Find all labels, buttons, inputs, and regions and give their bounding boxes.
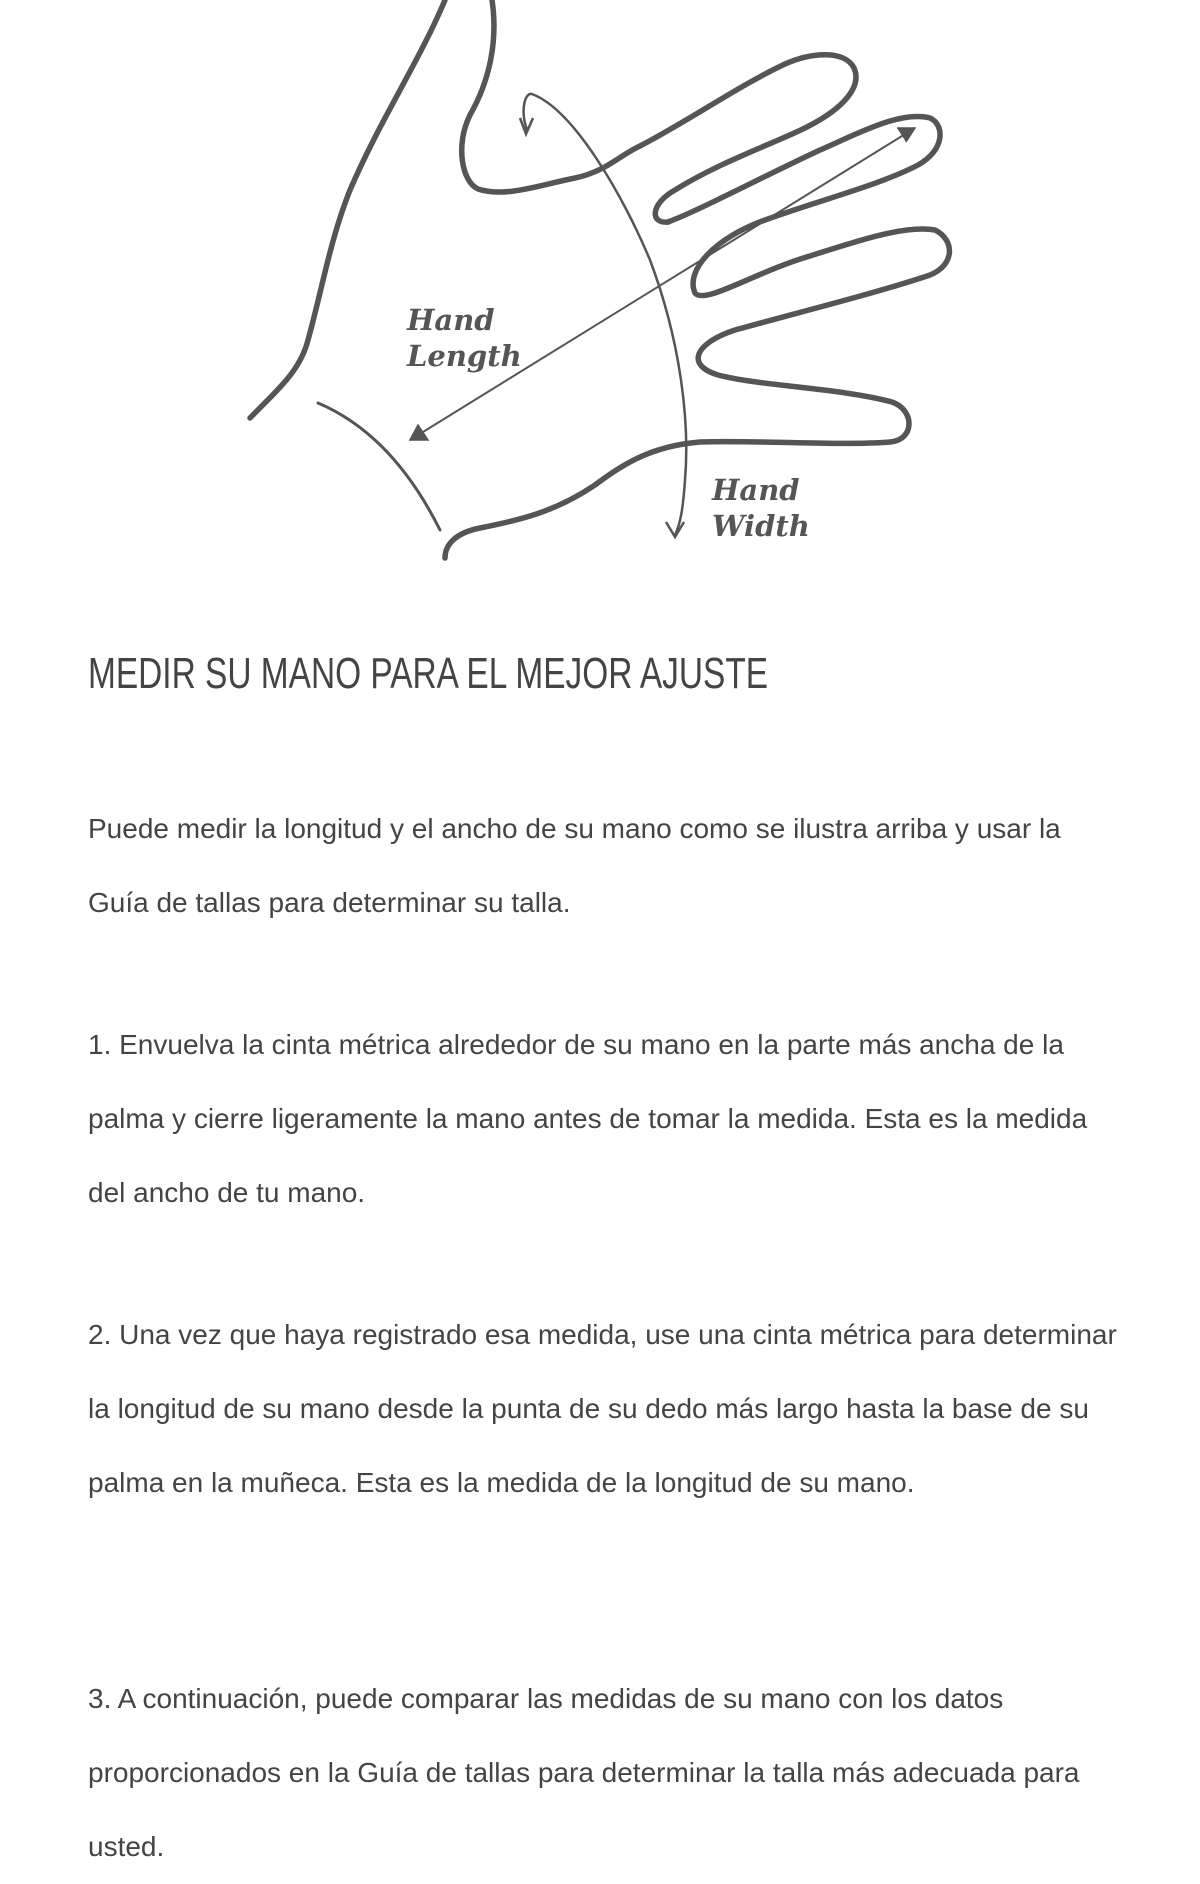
hand-width-label-line2: Width: [712, 509, 810, 543]
length-arrowhead-bottom: [410, 425, 428, 440]
step-2: 2. Una vez que haya registrado esa medida, use una cinta métrica para determinar la longitud de su mano desde la punta de su dedo más largo hasta la base de su palma en la muñeca. Esta es la medida de la longitud de su mano.: [88, 1319, 1117, 1498]
page-title: MEDIR SU MANO PARA EL MEJOR AJUSTE: [88, 649, 769, 698]
hand-length-label-line2: Length: [407, 339, 522, 373]
measurement-instructions: [88, 648, 1128, 1862]
hand-width-label-line1: Hand: [712, 473, 800, 507]
width-arrowhead-bottom: [666, 522, 684, 537]
hand-diagram: [0, 0, 1200, 580]
step-3: 3. A continuación, puede comparar las medidas de su mano con los datos proporcionados en la Guía de tallas para determinar la talla más adecuada para usted.: [88, 1683, 1080, 1862]
intro-paragraph: Puede medir la longitud y el ancho de su mano como se ilustra arriba y usar la Guía de tallas para determinar su talla.: [88, 813, 1061, 918]
hand-outline-thumb: [462, 0, 856, 222]
wrist-line: [318, 403, 440, 530]
hand-measurement-illustration: [0, 0, 1200, 580]
step-1: 1. Envuelva la cinta métrica alrededor de su mano en la parte más ancha de la palma y cierre ligeramente la mano antes de tomar la medida. Esta es la medida del ancho de tu mano.: [88, 1029, 1088, 1208]
hand-outline-fingers: [445, 116, 949, 558]
hand-length-label-line1: Hand: [407, 303, 495, 337]
hand-width-arrow: [524, 94, 687, 535]
length-arrowhead-top: [897, 128, 915, 142]
